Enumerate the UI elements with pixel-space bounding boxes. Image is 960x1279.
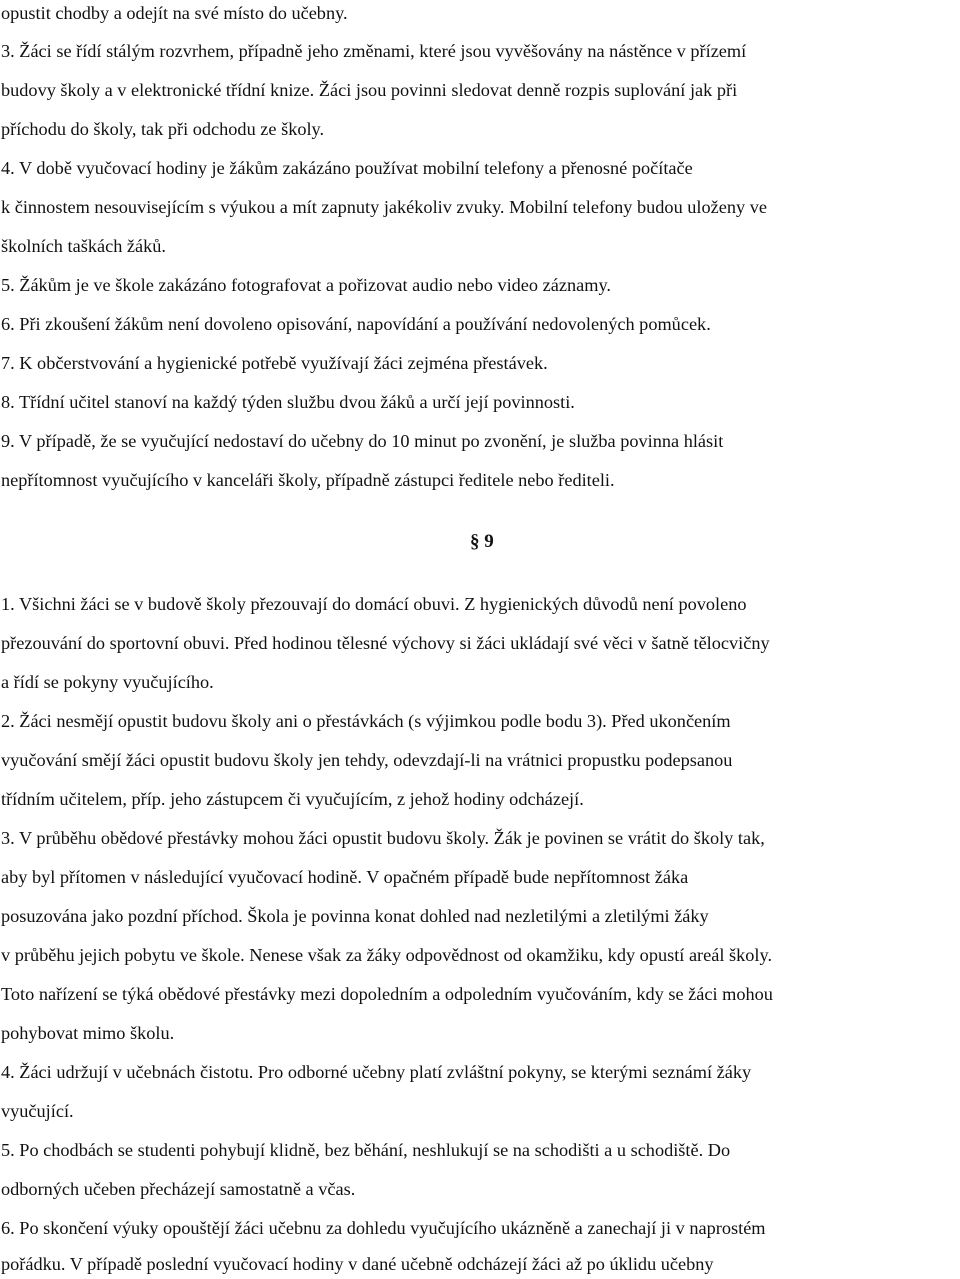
text-line: opustit chodby a odejít na své místo do učebny. — [1, 3, 348, 23]
text-line: k činnostem nesouvisejícím s výukou a mít zapnuty jakékoliv zvuky. Mobilní telefony budou uloženy ve — [1, 197, 767, 217]
text-line: 4. Žáci udržují v učebnách čistotu. Pro odborné učebny platí zvláštní pokyny, se kterými seznámí žáky — [1, 1062, 752, 1082]
text-line: 1. Všichni žáci se v budově školy přezouvají do domácí obuvi. Z hygienických důvodů není povoleno — [1, 594, 747, 614]
text-line: posuzována jako pozdní příchod. Škola je povinna konat dohled nad nezletilými a zletilými žáky — [1, 906, 709, 926]
text-line: školních taškách žáků. — [1, 236, 166, 256]
text-line: příchodu do školy, tak při odchodu ze školy. — [1, 119, 325, 139]
text-line: pořádku. V případě poslední vyučovací hodiny v dané učebně odcházejí žáci až po úklidu učebny — [1, 1254, 714, 1274]
text-line: 2. Žáci nesmějí opustit budovu školy ani o přestávkách (s výjimkou podle bodu 3). Před ukončením — [1, 711, 731, 731]
text-line: odborných učeben přecházejí samostatně a včas. — [1, 1179, 356, 1199]
text-line: 6. Při zkoušení žákům není dovoleno opisování, napovídání a používání nedovolených pomůcek. — [1, 314, 711, 334]
text-line: pohybovat mimo školu. — [1, 1023, 175, 1043]
text-line: 5. Žákům je ve škole zakázáno fotografovat a pořizovat audio nebo video záznamy. — [1, 275, 611, 295]
text-line: třídním učitelem, příp. jeho zástupcem či vyučujícím, z jehož hodiny odcházejí. — [1, 789, 584, 809]
text-line: 4. V době vyučovací hodiny je žákům zakázáno používat mobilní telefony a přenosné počítače — [1, 158, 693, 178]
text-line: v průběhu jejich pobytu ve škole. Nenese však za žáky odpovědnost od okamžiku, kdy opustí areál školy. — [1, 945, 773, 965]
text-line: budovy školy a v elektronické třídní knize. Žáci jsou povinni sledovat denně rozpis suplování jak při — [1, 80, 738, 100]
text-line: 5. Po chodbách se studenti pohybují klidně, bez běhání, neshlukují se na schodišti a u schodiště. Do — [1, 1140, 731, 1160]
text-line: 8. Třídní učitel stanoví na každý týden službu dvou žáků a určí její povinnosti. — [1, 392, 575, 412]
text-line: 7. K občerstvování a hygienické potřebě využívají žáci zejména přestávek. — [1, 353, 548, 373]
text-line: a řídí se pokyny vyučujícího. — [1, 672, 214, 692]
section-heading: § 9 — [470, 531, 494, 552]
text-line: přezouvání do sportovní obuvi. Před hodinou tělesné výchovy si žáci ukládají své věci v šatně tělocvičny — [1, 633, 770, 653]
text-line: 6. Po skončení výuky opouštějí žáci učebnu za dohledu vyučujícího ukázněně a zanechají ji v naprostém — [1, 1218, 766, 1238]
text-line: vyučující. — [1, 1101, 74, 1121]
text-line: nepřítomnost vyučujícího v kanceláři školy, případně zástupci ředitele nebo řediteli. — [1, 470, 615, 490]
text-line: aby byl přítomen v následující vyučovací hodině. V opačném případě bude nepřítomnost žáka — [1, 867, 689, 887]
text-line: vyučování smějí žáci opustit budovu školy jen tehdy, odevzdají-li na vrátnici propustku podepsanou — [1, 750, 733, 770]
text-line: 3. Žáci se řídí stálým rozvrhem, případně jeho změnami, které jsou vyvěšovány na nástěnce v přízemí — [1, 41, 747, 61]
text-line: 3. V průběhu obědové přestávky mohou žáci opustit budovu školy. Žák je povinen se vrátit do školy tak, — [1, 828, 765, 848]
text-line: Toto nařízení se týká obědové přestávky mezi dopoledním a odpoledním vyučováním, kdy se žáci mohou — [1, 984, 773, 1004]
text-line: 9. V případě, že se vyučující nedostaví do učebny do 10 minut po zvonění, je služba povinna hlásit — [1, 431, 724, 451]
